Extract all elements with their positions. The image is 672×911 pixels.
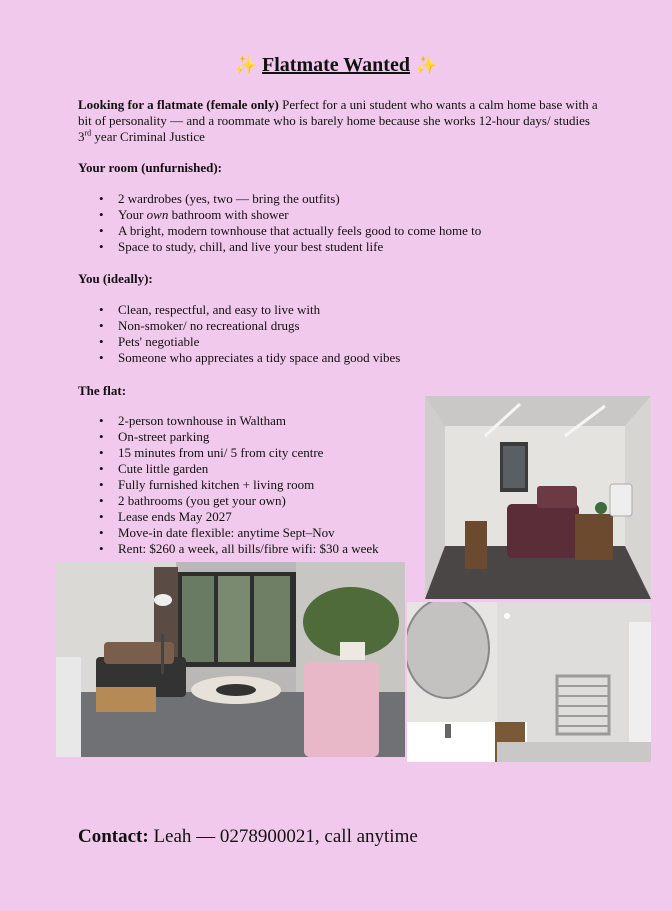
list-item: • Cute little garden	[118, 461, 379, 477]
you-list	[99, 302, 400, 366]
flat-list	[99, 413, 379, 557]
flat-heading: The flat:	[78, 383, 127, 398]
bathroom-photo	[407, 602, 651, 762]
list-item: • Fully furnished kitchen + living room	[118, 477, 379, 493]
list-item: • Move-in date flexible: anytime Sept–Nov	[118, 525, 379, 541]
list-item: • 2 wardrobes (yes, two — bring the outfits)	[118, 191, 481, 207]
sparkles-icon: ✨	[414, 55, 438, 75]
list-item: • 15 minutes from uni/ 5 from city centre	[118, 445, 379, 461]
bedroom-photo	[425, 396, 651, 599]
intro-text: Perfect for a uni student who wants a calm home base with a bit of personality — and a roommate who is barely home because she works 12-hour days/ studies 3	[78, 97, 598, 144]
room-list	[99, 191, 481, 255]
contact-text: Leah — 0278900021, call anytime	[148, 826, 418, 847]
sparkles-icon: ✨	[234, 55, 258, 75]
list-item: • A bright, modern townhouse that actually feels good to come home to	[118, 223, 481, 239]
list-item: • Pets' negotiable	[118, 334, 400, 350]
living-room-photo	[56, 562, 405, 757]
intro-text-end: year Criminal Justice	[91, 129, 205, 144]
list-item: • Space to study, chill, and live your best student life	[118, 239, 481, 255]
list-item: • Rent: $260 a week, all bills/fibre wifi: $30 a week	[118, 541, 379, 557]
list-item: • Your own bathroom with shower	[118, 207, 481, 223]
list-item: • Non-smoker/ no recreational drugs	[118, 318, 400, 334]
list-item: • 2 bathrooms (you get your own)	[118, 493, 379, 509]
intro-bold: Looking for a flatmate (female only)	[78, 97, 279, 112]
list-item: • Someone who appreciates a tidy space and good vibes	[118, 350, 400, 366]
list-item: • 2-person townhouse in Waltham	[118, 413, 379, 429]
list-item: • On-street parking	[118, 429, 379, 445]
title-text: Flatmate Wanted	[262, 54, 410, 76]
intro-paragraph	[78, 97, 598, 145]
contact-label: Contact:	[78, 826, 149, 847]
list-item: • Lease ends May 2027	[118, 509, 379, 525]
contact-line	[78, 826, 418, 848]
list-item: • Clean, respectful, and easy to live with	[118, 302, 400, 318]
superscript: rd	[84, 128, 92, 138]
page-title	[0, 54, 672, 77]
room-heading: Your room (unfurnished):	[78, 160, 222, 175]
you-heading: You (ideally):	[78, 271, 153, 286]
